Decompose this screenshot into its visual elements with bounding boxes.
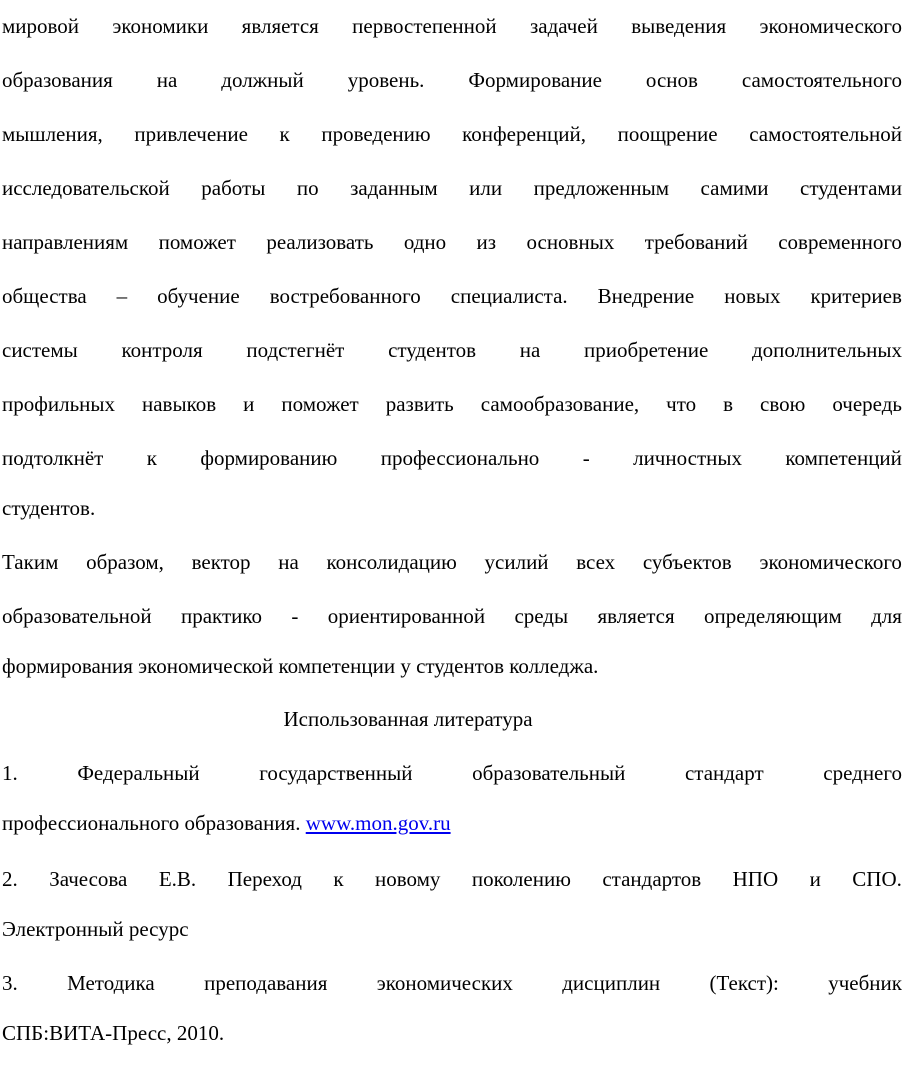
word: Зачесова bbox=[49, 867, 128, 891]
word: среднего bbox=[823, 761, 902, 785]
word: основ bbox=[645, 68, 698, 92]
word: развить bbox=[385, 392, 454, 416]
word: к bbox=[279, 122, 290, 146]
word: к bbox=[146, 446, 157, 470]
word: образовательной bbox=[2, 604, 152, 628]
word: мировой bbox=[2, 14, 80, 38]
word: специалиста. bbox=[450, 284, 568, 308]
word: на bbox=[156, 68, 178, 92]
word: свою bbox=[760, 392, 806, 416]
reference-item-2 bbox=[2, 866, 902, 892]
word: - bbox=[291, 604, 299, 628]
reference-link[interactable]: www.mon.gov.ru bbox=[305, 811, 451, 835]
word: конференций, bbox=[462, 122, 586, 146]
word: 2. bbox=[2, 867, 18, 891]
word: образом, bbox=[86, 550, 164, 574]
word: дисциплин bbox=[562, 971, 661, 995]
word: профессионально bbox=[380, 446, 540, 470]
word: требований bbox=[644, 230, 748, 254]
word: поможет bbox=[158, 230, 236, 254]
word: одно bbox=[403, 230, 447, 254]
word: формированию bbox=[200, 446, 338, 470]
paragraph-line bbox=[2, 121, 902, 147]
word: уровень. bbox=[347, 68, 425, 92]
word: – bbox=[116, 284, 128, 308]
word: всех bbox=[576, 550, 616, 574]
word: для bbox=[871, 604, 902, 628]
word: ориентированной bbox=[327, 604, 486, 628]
word: подтолкнёт bbox=[2, 446, 104, 470]
word: стандартов bbox=[602, 867, 702, 891]
word: проведению bbox=[321, 122, 431, 146]
word: основных bbox=[526, 230, 615, 254]
reference-item-1 bbox=[2, 760, 902, 786]
word: на bbox=[519, 338, 541, 362]
word: самообразование, bbox=[480, 392, 640, 416]
paragraph-line-last: формирования экономической компетенции у студентов колледжа. bbox=[2, 654, 599, 678]
word: СПО. bbox=[852, 867, 902, 891]
word: самостоятельной bbox=[749, 122, 902, 146]
word: является bbox=[241, 14, 319, 38]
word: Внедрение bbox=[597, 284, 695, 308]
word: экономического bbox=[759, 14, 902, 38]
paragraph-line bbox=[2, 445, 902, 471]
word: новых bbox=[724, 284, 781, 308]
paragraph-line bbox=[2, 13, 902, 39]
word: определяющим bbox=[703, 604, 842, 628]
word: Формирование bbox=[468, 68, 602, 92]
word: или bbox=[469, 176, 503, 200]
word: и bbox=[809, 867, 821, 891]
word: Методика bbox=[67, 971, 155, 995]
paragraph-line bbox=[2, 229, 902, 255]
word: направлениям bbox=[2, 230, 129, 254]
paragraph-line bbox=[2, 391, 902, 417]
word: экономического bbox=[759, 550, 902, 574]
word: НПО bbox=[732, 867, 779, 891]
word: практико bbox=[180, 604, 263, 628]
word: студентов bbox=[388, 338, 477, 362]
word: контроля bbox=[121, 338, 203, 362]
word: подстегнёт bbox=[246, 338, 345, 362]
word: из bbox=[476, 230, 497, 254]
word: экономики bbox=[112, 14, 209, 38]
reference-item-3 bbox=[2, 970, 902, 996]
word: среды bbox=[514, 604, 569, 628]
word: поколению bbox=[471, 867, 571, 891]
word: преподавания bbox=[204, 971, 328, 995]
word: системы bbox=[2, 338, 78, 362]
word: Федеральный bbox=[77, 761, 200, 785]
word: консолидацию bbox=[326, 550, 457, 574]
reference-item-1-continued bbox=[2, 810, 902, 836]
word: задачей bbox=[529, 14, 598, 38]
word: и bbox=[243, 392, 255, 416]
paragraph-line bbox=[2, 67, 902, 93]
paragraph-line bbox=[2, 283, 902, 309]
word: учебник bbox=[828, 971, 902, 995]
word: экономических bbox=[376, 971, 513, 995]
word: Переход bbox=[227, 867, 302, 891]
paragraph-line bbox=[2, 549, 902, 575]
word: 3. bbox=[2, 971, 18, 995]
word: современного bbox=[778, 230, 902, 254]
word: по bbox=[296, 176, 319, 200]
paragraph-line-last: студентов. bbox=[2, 496, 96, 520]
word: субъектов bbox=[642, 550, 732, 574]
reference-text: профессионального образования. bbox=[2, 811, 306, 835]
word: образования bbox=[2, 68, 113, 92]
word: выведения bbox=[631, 14, 727, 38]
word: предложенным bbox=[533, 176, 670, 200]
word: заданным bbox=[350, 176, 438, 200]
word: реализовать bbox=[266, 230, 374, 254]
word: дополнительных bbox=[751, 338, 902, 362]
word: государственный bbox=[259, 761, 413, 785]
word: к bbox=[333, 867, 344, 891]
word: общества bbox=[2, 284, 87, 308]
word: востребованного bbox=[269, 284, 421, 308]
word: очередь bbox=[832, 392, 902, 416]
word: привлечение bbox=[134, 122, 248, 146]
word: самостоятельного bbox=[741, 68, 902, 92]
references-heading: Использованная литература bbox=[283, 707, 533, 731]
word: профильных bbox=[2, 392, 115, 416]
word: поможет bbox=[281, 392, 359, 416]
word: на bbox=[278, 550, 299, 574]
word: исследовательской bbox=[2, 176, 170, 200]
word: - bbox=[582, 446, 590, 470]
word: усилий bbox=[484, 550, 549, 574]
word: студентами bbox=[800, 176, 902, 200]
word: Е.В. bbox=[158, 867, 197, 891]
word: самими bbox=[700, 176, 769, 200]
paragraph-line bbox=[2, 175, 902, 201]
reference-item-3-continued: СПБ:ВИТА-Пресс, 2010. bbox=[2, 1021, 225, 1045]
word: мышления, bbox=[2, 122, 103, 146]
word: Таким bbox=[2, 550, 59, 574]
word: компетенций bbox=[785, 446, 902, 470]
word: стандарт bbox=[684, 761, 764, 785]
word: обучение bbox=[157, 284, 240, 308]
word: новому bbox=[374, 867, 441, 891]
word: 1. bbox=[2, 761, 18, 785]
word: вектор bbox=[191, 550, 251, 574]
word: личностных bbox=[633, 446, 742, 470]
word: в bbox=[723, 392, 734, 416]
reference-item-2-continued: Электронный ресурс bbox=[2, 917, 189, 941]
word: (Текст): bbox=[709, 971, 779, 995]
paragraph-line bbox=[2, 337, 902, 363]
word: что bbox=[666, 392, 697, 416]
word: первостепенной bbox=[352, 14, 497, 38]
word: поощрение bbox=[617, 122, 718, 146]
paragraph-line bbox=[2, 603, 902, 629]
word: является bbox=[597, 604, 675, 628]
word: критериев bbox=[810, 284, 902, 308]
word: образовательный bbox=[472, 761, 626, 785]
word: должный bbox=[221, 68, 304, 92]
word: работы bbox=[201, 176, 266, 200]
word: приобретение bbox=[584, 338, 709, 362]
word: навыков bbox=[142, 392, 217, 416]
